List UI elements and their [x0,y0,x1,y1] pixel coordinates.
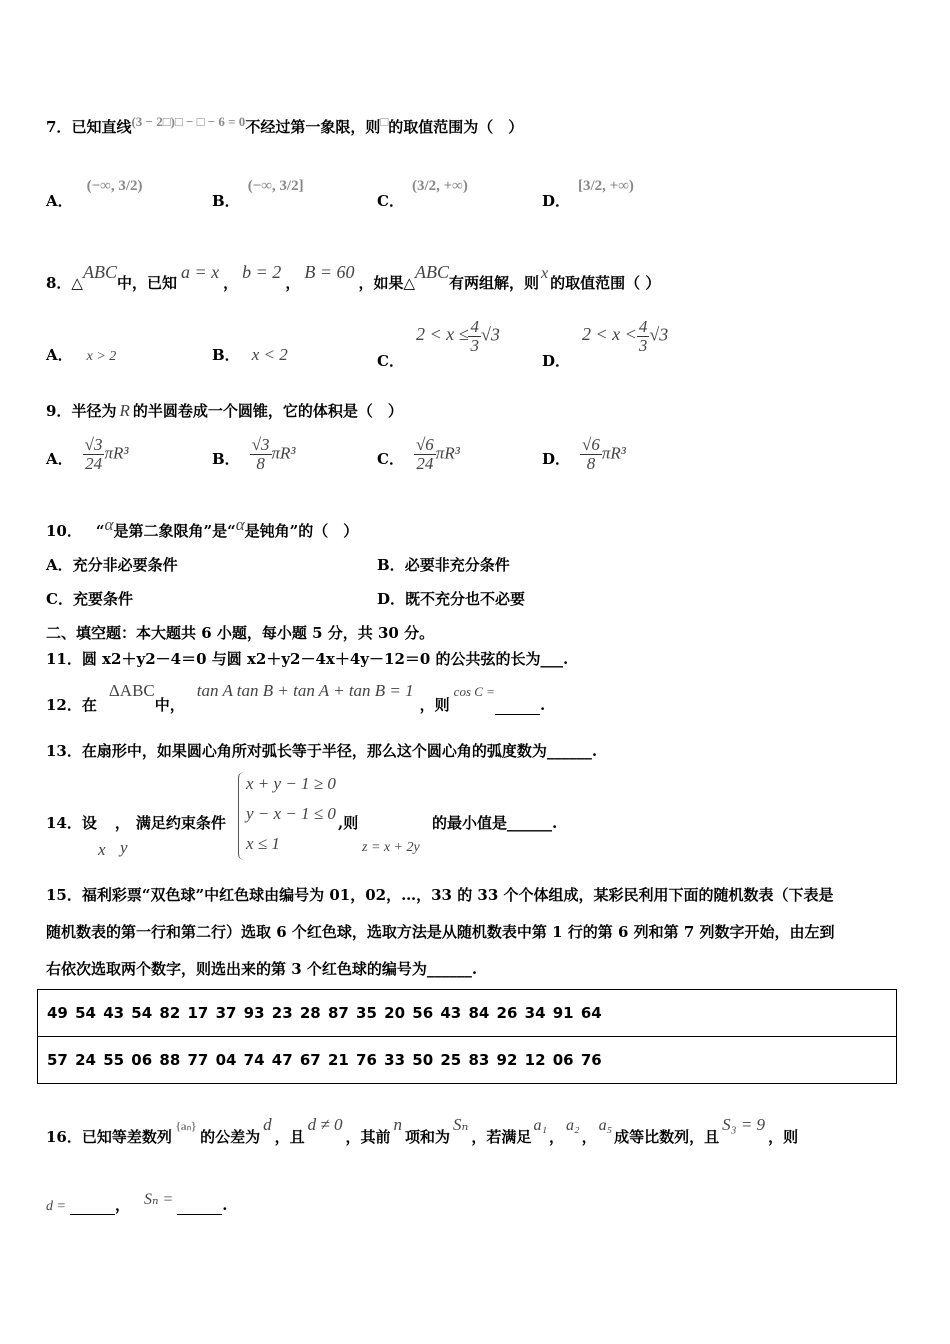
q8-option-c[interactable]: C．2 < x ≤ $\frac{4}{3}$ √3 [377,317,500,371]
q8-option-a[interactable]: A． x > 2 [46,346,117,364]
q14-constraint-1: x + y − 1 ≥ 0 [246,774,336,793]
table-cell: 57 24 55 06 88 77 04 74 47 67 21 76 33 50 25 83 92 12 06 76 [38,1037,897,1084]
q9-option-a[interactable]: A． $\frac{√3}{24}$ πR³ [46,435,129,473]
q14-var-y: y [120,838,128,857]
q7-formula-image: (3 − 2□)□ − □ − 6 = 0 [131,114,246,129]
q10-option-b[interactable]: B．必要非充分条件 [377,556,510,574]
q14-tail: 的最小值是______. [432,814,558,832]
random-number-table [37,989,897,1084]
table-cell: 49 54 43 54 82 17 37 93 23 28 87 35 20 56 43 84 26 34 91 64 [38,990,897,1037]
q9-option-c[interactable]: C． $\frac{√6}{24}$ πR³ [377,435,460,473]
q9-stem: 9．半径为 R 的半圆卷成一个圆锥，它的体积是（ ） [46,401,403,420]
table-row [38,1037,897,1084]
q15-line-1: 15．福利彩票“双色球”中红色球由编号为 01，02，…，33 的 33 个个体组成，某彩民利用下面的随机数表（下表是 [46,886,834,904]
q7-option-b[interactable]: B．(−∞, 3/2] [212,178,304,210]
q14-constraint-3: x ≤ 1 [246,834,280,853]
q8-option-b[interactable]: B． x < 2 [212,345,288,364]
q8-num: 8．△ [46,274,83,292]
q14-var-x: x [98,840,106,859]
q7-option-c[interactable]: C．(3/2, +∞) [377,178,468,210]
q10-stem: 10． “α是第二象限角”是“α是钝角”的（ ） [46,515,359,540]
q11: 11．圆 x2＋y2－4＝0 与圆 x2＋y2－4x＋4y－12＝0 的公共弦的长为___. [46,650,569,668]
q9-option-d[interactable]: D． $\frac{√6}{8}$ πR³ [542,435,626,473]
q8-option-d[interactable]: D．2 < x < $\frac{4}{3}$ √3 [542,317,669,371]
table-row [38,990,897,1037]
q10-num: 10． [46,522,82,540]
q14-objective: z = x + 2y [362,840,420,855]
q7-stem: 7．已知直线(3 − 2□)□ − □ − 6 = 0不经过第一象限，则□的取值范围为（ ） [46,114,524,136]
q7-num: 7． [46,118,72,136]
q14-constraint-2: y − x − 1 ≤ 0 [246,804,336,823]
q15-line-2: 随机数表的第一行和第二行）选取 6 个红色球，选取方法是从随机数表中第 1 行的第 6 列和第 7 列数字开始，由左到 [46,923,835,941]
q8-stem: 8．△ABC中，已知a = x，b = 2，B = 60，如果△ABC有两组解，则x的取值范围（ ） [46,262,661,292]
q7-option-d[interactable]: D．[3/2, +∞) [542,178,634,210]
q16-answer-line: d = ， Sₙ = . [46,1191,228,1214]
q10-option-a[interactable]: A．充分非必要条件 [46,556,178,574]
q14-then: ,则 [338,814,359,832]
q10-option-c[interactable]: C．充要条件 [46,590,133,608]
q15-line-3: 右依次选取两个数字，则选出来的第 3 个红色球的编号为______. [46,960,478,978]
q9-option-b[interactable]: B． $\frac{√3}{8}$ πR³ [212,435,296,473]
q13: 13．在扇形中，如果圆心角所对弧长等于半径，那么这个圆心角的弧度数为______. [46,742,598,760]
q14-lead: 14．设 ， 满足约束条件 [46,814,226,832]
section-heading: 二、填空题：本大题共 6 小题，每小题 5 分，共 30 分。 [46,624,435,642]
q12-stem: 12．在ΔABC中，tan A tan B + tan A + tan B = 1，则cos C =. [46,681,546,714]
q7-option-a[interactable]: A．(−∞, 3/2) [46,178,143,210]
q16-stem: 16．已知等差数列{aₙ}的公差为d，且d ≠ 0，其前n项和为Sₙ，若满足a₁，a₂，a₅成等比数列，且S₃ = 9，则 [46,1115,799,1146]
q9-num: 9． [46,402,72,420]
q10-option-d[interactable]: D．既不充分也不必要 [377,590,526,608]
